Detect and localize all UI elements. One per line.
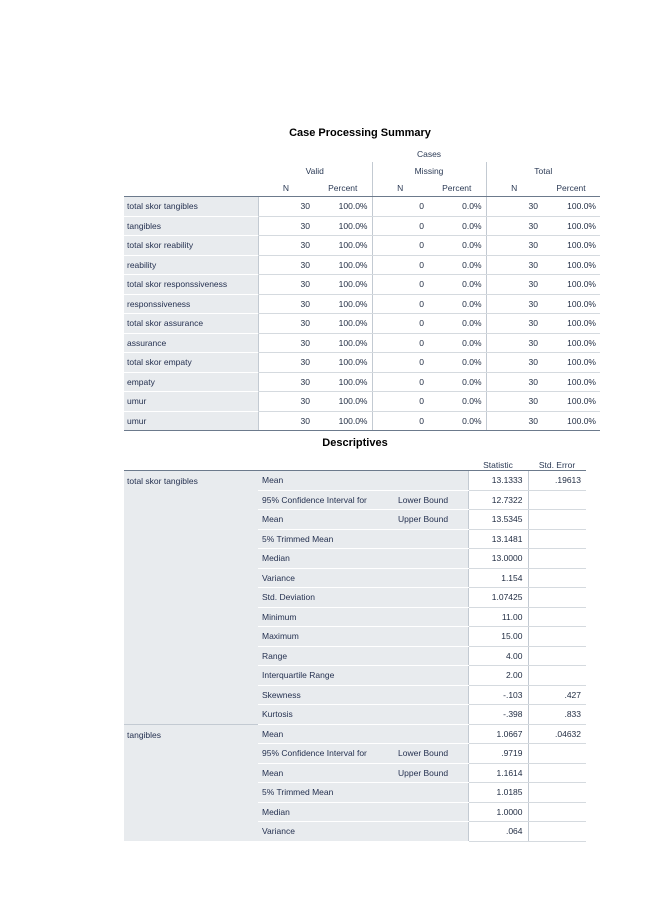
statistic-value: 1.0185 bbox=[468, 783, 528, 803]
header-spacer bbox=[124, 454, 468, 471]
statistic-label: Median bbox=[258, 549, 468, 569]
table-row bbox=[124, 392, 600, 412]
std-error-value: .833 bbox=[528, 705, 586, 725]
value-cell: 100.0% bbox=[314, 197, 372, 217]
value-cell: 100.0% bbox=[542, 411, 600, 431]
value-cell: 30 bbox=[486, 197, 542, 217]
value-cell: 30 bbox=[258, 255, 314, 275]
statistic-label: Variance bbox=[258, 568, 468, 588]
value-cell: 0.0% bbox=[428, 353, 486, 373]
value-cell: 0 bbox=[372, 236, 428, 256]
table-row bbox=[124, 216, 600, 236]
statistic-value: 11.00 bbox=[468, 607, 528, 627]
value-cell: 30 bbox=[486, 255, 542, 275]
value-cell: 0.0% bbox=[428, 255, 486, 275]
value-cell: 100.0% bbox=[542, 392, 600, 412]
std-error-value bbox=[528, 763, 586, 783]
statistic-value: 13.1333 bbox=[468, 471, 528, 491]
statistic-value: 13.1481 bbox=[468, 529, 528, 549]
statistic-label: 5% Trimmed Mean bbox=[258, 529, 468, 549]
subheader-n: N bbox=[372, 179, 428, 197]
value-cell: 0 bbox=[372, 197, 428, 217]
value-cell: 100.0% bbox=[314, 236, 372, 256]
value-cell: 0 bbox=[372, 255, 428, 275]
subheader-percent: Percent bbox=[428, 179, 486, 197]
header-spacer bbox=[124, 145, 258, 162]
table-row bbox=[124, 314, 600, 334]
statistic-label: Median bbox=[258, 802, 468, 822]
value-cell: 0 bbox=[372, 353, 428, 373]
value-cell: 30 bbox=[258, 392, 314, 412]
table-row bbox=[124, 411, 600, 431]
table-row bbox=[124, 724, 586, 744]
value-cell: 30 bbox=[258, 353, 314, 373]
value-cell: 30 bbox=[258, 236, 314, 256]
table-row bbox=[124, 294, 600, 314]
value-cell: 30 bbox=[486, 353, 542, 373]
std-error-value bbox=[528, 588, 586, 608]
std-error-value bbox=[528, 666, 586, 686]
value-cell: 100.0% bbox=[542, 197, 600, 217]
header-statistic: Statistic bbox=[468, 454, 528, 471]
std-error-value bbox=[528, 783, 586, 803]
std-error-value: .19613 bbox=[528, 471, 586, 491]
value-cell: 100.0% bbox=[314, 353, 372, 373]
value-cell: 0 bbox=[372, 392, 428, 412]
row-label: tangibles bbox=[124, 216, 258, 236]
value-cell: 100.0% bbox=[542, 314, 600, 334]
row-label: reability bbox=[124, 255, 258, 275]
statistic-value: 1.0000 bbox=[468, 802, 528, 822]
value-cell: 0.0% bbox=[428, 236, 486, 256]
group-header-total: Total bbox=[486, 162, 600, 179]
value-cell: 0.0% bbox=[428, 314, 486, 334]
value-cell: 30 bbox=[258, 197, 314, 217]
statistic-value: .9719 bbox=[468, 744, 528, 764]
header-spacer bbox=[124, 179, 258, 197]
bound-label: Upper Bound bbox=[394, 763, 468, 783]
group-header-missing: Missing bbox=[372, 162, 486, 179]
cases-header: Cases bbox=[416, 148, 442, 159]
std-error-value bbox=[528, 490, 586, 510]
row-label: umur bbox=[124, 411, 258, 431]
value-cell: 30 bbox=[486, 372, 542, 392]
value-cell: 100.0% bbox=[314, 411, 372, 431]
row-label: total skor empaty bbox=[124, 353, 258, 373]
value-cell: 30 bbox=[486, 411, 542, 431]
value-cell: 100.0% bbox=[542, 255, 600, 275]
value-cell: 30 bbox=[486, 294, 542, 314]
value-cell: 0.0% bbox=[428, 372, 486, 392]
table-row bbox=[124, 275, 600, 295]
statistic-label: Mean bbox=[258, 510, 394, 530]
statistic-label: Interquartile Range bbox=[258, 666, 468, 686]
table-row bbox=[124, 471, 586, 491]
table-row bbox=[124, 255, 600, 275]
value-cell: 0 bbox=[372, 314, 428, 334]
value-cell: 0 bbox=[372, 333, 428, 353]
table-row bbox=[124, 353, 600, 373]
value-cell: 30 bbox=[258, 333, 314, 353]
variable-label: tangibles bbox=[124, 724, 258, 841]
subheader-percent: Percent bbox=[542, 179, 600, 197]
statistic-value: 1.07425 bbox=[468, 588, 528, 608]
std-error-value bbox=[528, 529, 586, 549]
statistic-label: Variance bbox=[258, 822, 468, 842]
statistic-label: 95% Confidence Interval for bbox=[258, 744, 394, 764]
value-cell: 30 bbox=[486, 333, 542, 353]
value-cell: 0.0% bbox=[428, 216, 486, 236]
value-cell: 30 bbox=[486, 275, 542, 295]
value-cell: 100.0% bbox=[314, 372, 372, 392]
group-header-valid: Valid bbox=[305, 165, 324, 176]
table-row bbox=[124, 236, 600, 256]
subheader-n: N bbox=[258, 179, 314, 197]
statistic-value: 15.00 bbox=[468, 627, 528, 647]
std-error-value: .427 bbox=[528, 685, 586, 705]
value-cell: 0.0% bbox=[428, 411, 486, 431]
value-cell: 0.0% bbox=[428, 275, 486, 295]
std-error-value bbox=[528, 822, 586, 842]
value-cell: 100.0% bbox=[314, 275, 372, 295]
row-label: assurance bbox=[124, 333, 258, 353]
variable-label: total skor tangibles bbox=[124, 471, 258, 725]
statistic-value: .064 bbox=[468, 822, 528, 842]
statistic-value: 1.1614 bbox=[468, 763, 528, 783]
statistic-label: Range bbox=[258, 646, 468, 666]
statistic-value: 4.00 bbox=[468, 646, 528, 666]
value-cell: 100.0% bbox=[314, 392, 372, 412]
value-cell: 100.0% bbox=[542, 294, 600, 314]
row-label: empaty bbox=[124, 372, 258, 392]
value-cell: 100.0% bbox=[542, 275, 600, 295]
std-error-value bbox=[528, 744, 586, 764]
table-row bbox=[124, 333, 600, 353]
bound-label: Upper Bound bbox=[394, 510, 468, 530]
value-cell: 30 bbox=[486, 392, 542, 412]
statistic-label: Mean bbox=[258, 724, 468, 744]
statistic-label: Mean bbox=[258, 471, 468, 491]
value-cell: 100.0% bbox=[542, 333, 600, 353]
value-cell: 0 bbox=[372, 411, 428, 431]
statistic-value: -.103 bbox=[468, 685, 528, 705]
statistic-label: Std. Deviation bbox=[258, 588, 468, 608]
std-error-value bbox=[528, 627, 586, 647]
value-cell: 30 bbox=[258, 314, 314, 334]
value-cell: 0 bbox=[372, 294, 428, 314]
statistic-label: Kurtosis bbox=[258, 705, 468, 725]
table-row bbox=[124, 197, 600, 217]
statistic-value: 2.00 bbox=[468, 666, 528, 686]
header-std-error: Std. Error bbox=[528, 454, 586, 471]
std-error-value bbox=[528, 568, 586, 588]
value-cell: 30 bbox=[258, 294, 314, 314]
row-label: responssiveness bbox=[124, 294, 258, 314]
value-cell: 100.0% bbox=[314, 294, 372, 314]
statistic-value: 13.5345 bbox=[468, 510, 528, 530]
value-cell: 100.0% bbox=[314, 216, 372, 236]
value-cell: 30 bbox=[486, 216, 542, 236]
std-error-value: .04632 bbox=[528, 724, 586, 744]
value-cell: 0.0% bbox=[428, 197, 486, 217]
value-cell: 100.0% bbox=[542, 216, 600, 236]
row-label: total skor reability bbox=[124, 236, 258, 256]
statistic-value: 1.154 bbox=[468, 568, 528, 588]
value-cell: 0.0% bbox=[428, 392, 486, 412]
value-cell: 0.0% bbox=[428, 333, 486, 353]
bound-label: Lower Bound bbox=[394, 744, 468, 764]
table-row bbox=[124, 372, 600, 392]
value-cell: 0 bbox=[372, 372, 428, 392]
row-label: umur bbox=[124, 392, 258, 412]
value-cell: 30 bbox=[486, 236, 542, 256]
value-cell: 30 bbox=[258, 275, 314, 295]
value-cell: 0 bbox=[372, 275, 428, 295]
statistic-label: Skewness bbox=[258, 685, 468, 705]
value-cell: 30 bbox=[258, 216, 314, 236]
header-spacer bbox=[124, 162, 258, 179]
value-cell: 0.0% bbox=[428, 294, 486, 314]
bound-label: Lower Bound bbox=[394, 490, 468, 510]
std-error-value bbox=[528, 802, 586, 822]
value-cell: 100.0% bbox=[314, 255, 372, 275]
std-error-value bbox=[528, 646, 586, 666]
value-cell: 30 bbox=[258, 411, 314, 431]
value-cell: 30 bbox=[486, 314, 542, 334]
value-cell: 0 bbox=[372, 216, 428, 236]
std-error-value bbox=[528, 549, 586, 569]
value-cell: 30 bbox=[258, 372, 314, 392]
row-label: total skor responssiveness bbox=[124, 275, 258, 295]
value-cell: 100.0% bbox=[314, 333, 372, 353]
std-error-value bbox=[528, 607, 586, 627]
descriptives-title: Descriptives bbox=[322, 437, 388, 449]
statistic-label: 95% Confidence Interval for bbox=[258, 490, 394, 510]
value-cell: 100.0% bbox=[314, 314, 372, 334]
value-cell: 100.0% bbox=[542, 372, 600, 392]
statistic-label: 5% Trimmed Mean bbox=[258, 783, 468, 803]
statistic-value: 12.7322 bbox=[468, 490, 528, 510]
subheader-n: N bbox=[486, 179, 542, 197]
statistic-label: Maximum bbox=[258, 627, 468, 647]
statistic-label: Mean bbox=[258, 763, 394, 783]
case-processing-summary-title: Case Processing Summary bbox=[289, 127, 431, 139]
subheader-percent: Percent bbox=[314, 179, 372, 197]
statistic-label: Minimum bbox=[258, 607, 468, 627]
value-cell: 100.0% bbox=[542, 353, 600, 373]
statistic-value: 13.0000 bbox=[468, 549, 528, 569]
row-label: total skor assurance bbox=[124, 314, 258, 334]
statistic-value: -.398 bbox=[468, 705, 528, 725]
row-label: total skor tangibles bbox=[124, 197, 258, 217]
value-cell: 100.0% bbox=[542, 236, 600, 256]
std-error-value bbox=[528, 510, 586, 530]
descriptives-table bbox=[124, 454, 586, 842]
statistic-value: 1.0667 bbox=[468, 724, 528, 744]
case-processing-summary-table bbox=[124, 145, 600, 431]
